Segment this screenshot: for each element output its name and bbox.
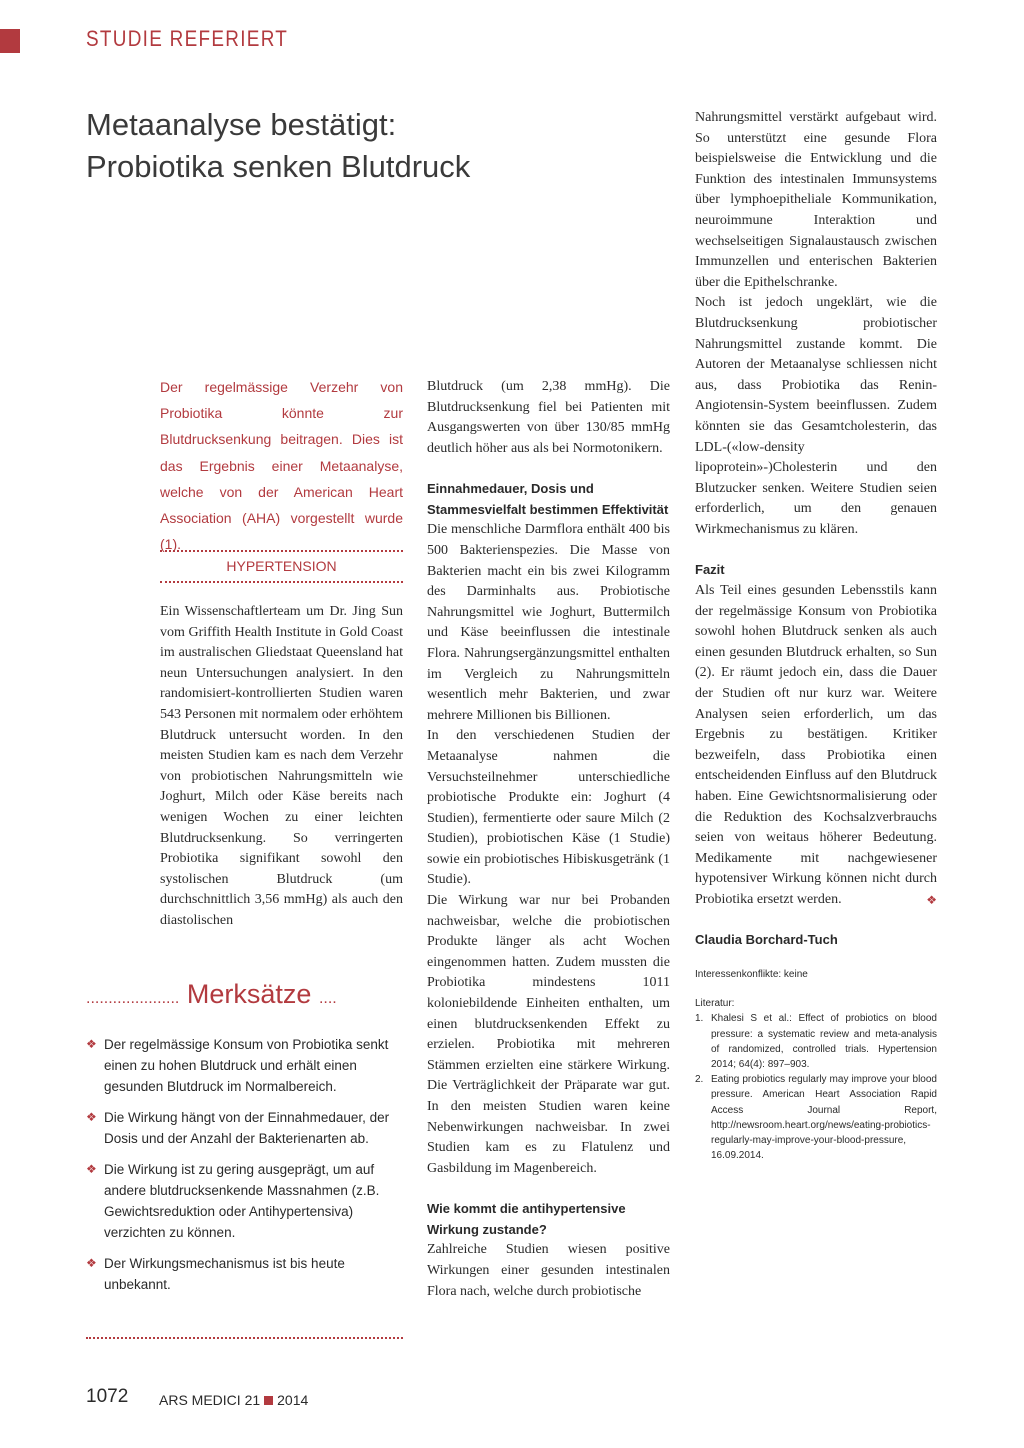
literature-label: Literatur: [695, 998, 735, 1010]
paragraph: Noch ist jedoch ungeklärt, wie die Blutdrucksenkung probiotischer Nahrungsmittel zustande kommt. Die Autoren der Metaanalyse schliessen nicht aus, dass Probiotika das Renin-Angiotensin-System beeinflussen. Zudem könnten sie das Gesamtcholesterin, das LDL-(«low-density lipoprotein»-)Cholesterin und den Blutzucker senken. Weitere Studien seien erforderlich, um den genauen Wirkmechanismus zu klären. [695, 295, 937, 537]
section-divider-top [160, 550, 403, 552]
reference-list [695, 1011, 937, 1163]
merksaetze-bottom-divider [86, 1337, 403, 1339]
conflict-of-interest: Interessenkonflikte: keine [695, 969, 808, 981]
column-3-text [695, 108, 937, 1164]
dotted-leader: ..................... [86, 990, 180, 1007]
reference-text: Khalesi S et al.: Effect of probiotics on blood pressure: a systematic review and meta-analysis of randomized, controlled trials. Hypertension 2014; 64(4): 897–903. [711, 1013, 937, 1071]
paragraph: Nahrungsmittel verstärkt aufgebaut wird. So unterstützt eine gesunde Flora beispielsweise die Entwicklung und die Funktion des intestinalen Immunsystems über lymphoepitheliale Kommunikation, neuroimmune Interaktion und wechselseitigen Signalaustausch zwischen Immunzellen und enterischen Bakterien über die Epithelschranke. [695, 110, 937, 290]
subheading-fazit: Fazit [695, 562, 725, 578]
section-divider-bottom [160, 581, 403, 583]
article-title [86, 104, 646, 188]
merksatz-text: Die Wirkung hängt von der Einnahmedauer, der Dosis und der Anzahl der Bakterienarten ab. [104, 1110, 390, 1146]
article-lead: Der regelmässige Verzehr von Probiotika könnte zur Blutdrucksenkung beitragen. Dies ist das Ergebnis einer Metaanalyse, welche von der American Heart Association (AHA) vorgestellt wurde (1). [160, 379, 403, 553]
paragraph: Blutdruck (um 2,38 mmHg). Die Blutdrucksenkung fiel bei Patienten mit Ausgangswerten von über 130/85 mmHg deutlich höher aus als bei Normotonikern. [427, 379, 670, 456]
column-1-text [160, 602, 403, 932]
section-marker-square [0, 29, 20, 53]
journal-year: 2014 [277, 1392, 309, 1408]
journal-footer [159, 1392, 308, 1408]
diamond-bullet-icon: ❖ [86, 1110, 97, 1124]
merksatz-item [86, 1253, 396, 1295]
article-title-line-1: Metaanalyse bestätigt: [86, 107, 397, 142]
subheading-mechanism: Wie kommt die antihypertensive Wirkung zustande? [427, 1201, 626, 1237]
end-of-article-icon: ❖ [926, 892, 937, 907]
merksatz-text: Der Wirkungsmechanismus ist bis heute unbekannt. [104, 1256, 345, 1292]
section-label: STUDIE REFERIERT [86, 26, 289, 51]
column-2-text [427, 377, 670, 1302]
merksaetze-list [86, 1034, 396, 1305]
merksaetze-heading [86, 974, 403, 1019]
reference-text: Eating probiotics regularly may improve your blood pressure. American Heart Association Rapid Access Journal Report, http://newsroom.heart.org/news/eating-probiotics-regularly-may-improve-your-blood-pressure, 16.09.2014. [711, 1074, 937, 1162]
paragraph: Ein Wissenschaftlerteam um Dr. Jing Sun vom Griffith Health Institute in Gold Coast im australischen Gliedstaat Queensland hat neun Untersuchungen analysiert. In den randomisiert-kontrollierten Studien waren 543 Personen mit normalem oder erhöhtem Blutdruck untersucht worden. In den meisten Studien kam es nach dem Verzehr von probiotischen Nahrungsmitteln wie Joghurt, Milch oder Käse bereits nach wenigen Wochen zu einer leichten Blutdrucksenkung. So verringerten Probiotika signifikant sowohl den systolischen Blutdruck (um durchschnittlich 3,56 mmHg) als auch den diastolischen [160, 604, 403, 928]
reference-item [695, 1072, 937, 1163]
merksatz-text: Die Wirkung ist zu gering ausgeprägt, um auf andere blutdrucksenkende Massnahmen (z.B. Gewichtsreduktion oder Antihypertensiva) verzichten zu können. [104, 1162, 380, 1240]
subheading-effectiveness: Einnahmedauer, Dosis und Stammesvielfalt bestimmen Effektivität [427, 481, 669, 517]
paragraph: Die menschliche Darmflora enthält 400 bis 500 Bakterienspezies. Die Masse von Bakterien macht ein bis zwei Kilogramm des Darminhalts aus. Probiotische Nahrungsmittel wie Joghurt, Buttermilch und Käse beeinflussen die intestinale Flora. Nahrungsergänzungsmittel enthalten im Vergleich zu Nahrungsmitteln wesentlich mehr Bakterien, und zwar mehrere Millionen bis Billionen. [427, 522, 670, 723]
paragraph: Die Wirkung war nur bei Probanden nachweisbar, welche die probiotischen Produkte länger als acht Wochen eingenommen hatten. Zudem mussten die Probiotika mindestens 1011 koloniebildende Einheiten enthalten, um einen blutdrucksenkenden Effekt zu erzielen. Probiotika mit mehreren Stämmen erzielten eine stärkere Wirkung. Die Verträglichkeit der Präparate war gut. In den meisten Studien waren keine Nebenwirkungen nachweisbar. In zwei Studien kam es zu Flatulenz und Gasbildung im Magenbereich. [427, 893, 670, 1176]
merksatz-item [86, 1107, 396, 1149]
merksatz-item [86, 1159, 396, 1243]
fazit-text: Als Teil eines gesunden Lebensstils kann der regelmässige Konsum von Probiotika sowohl hohen Blutdruck senken als auch einen gesunden Blutdruck erhalten, so Sun (2). Er räumt jedoch ein, dass die Dauer der Studien oft nur kurz war. Weitere Analysen seien erforderlich, um das Ergebnis zu bestätigen. Kritiker bezweifeln, dass Probiotika einen entscheidenden Einfluss auf den Blutdruck haben. Eine Gewichtsnormalisierung oder die Reduktion des Kochsalzverbrauchs seien von weitaus höherer Bedeutung. Medikamente mit nachgewiesener hypotensiver Wirkung können nicht durch Probiotika ersetzt werden. [695, 582, 937, 907]
paragraph: In den verschiedenen Studien der Metaanalyse nahmen die Versuchsteilnehmer unterschiedliche probiotische Produkte ein: Joghurt (4 Studien), fermentierte oder saure Milch (2 Studien), probiotischen Käse (1 Studie) sowie ein probiotisches Hibiskusgetränk (1 Studie). [427, 728, 670, 888]
article-title-line-2: Probiotika senken Blutdruck [86, 149, 471, 184]
merksaetze-title: Merksätze [186, 979, 312, 1009]
author-name: Claudia Borchard-Tuch [695, 932, 838, 948]
merksatz-item [86, 1034, 396, 1097]
reference-number: 2. [695, 1074, 704, 1086]
page-number: 1072 [86, 1386, 129, 1407]
diamond-bullet-icon: ❖ [86, 1256, 97, 1270]
reference-item [695, 1011, 937, 1072]
journal-name: ARS MEDICI 21 [159, 1392, 261, 1408]
diamond-bullet-icon: ❖ [86, 1162, 97, 1176]
separator-square [264, 1396, 273, 1405]
diamond-bullet-icon: ❖ [86, 1037, 97, 1051]
dotted-leader: .... [318, 990, 337, 1007]
reference-number: 1. [695, 1013, 704, 1025]
paragraph: Zahlreiche Studien wiesen positive Wirkungen einer gesunden intestinalen Flora nach, welche durch probiotische [427, 1242, 670, 1299]
merksatz-text: Der regelmässige Konsum von Probiotika senkt einen zu hohen Blutdruck und erhält einen gesunden Blutdruck im Normalbereich. [104, 1037, 389, 1094]
section-heading-hypertension: HYPERTENSION [226, 558, 337, 574]
paragraph [695, 581, 937, 911]
